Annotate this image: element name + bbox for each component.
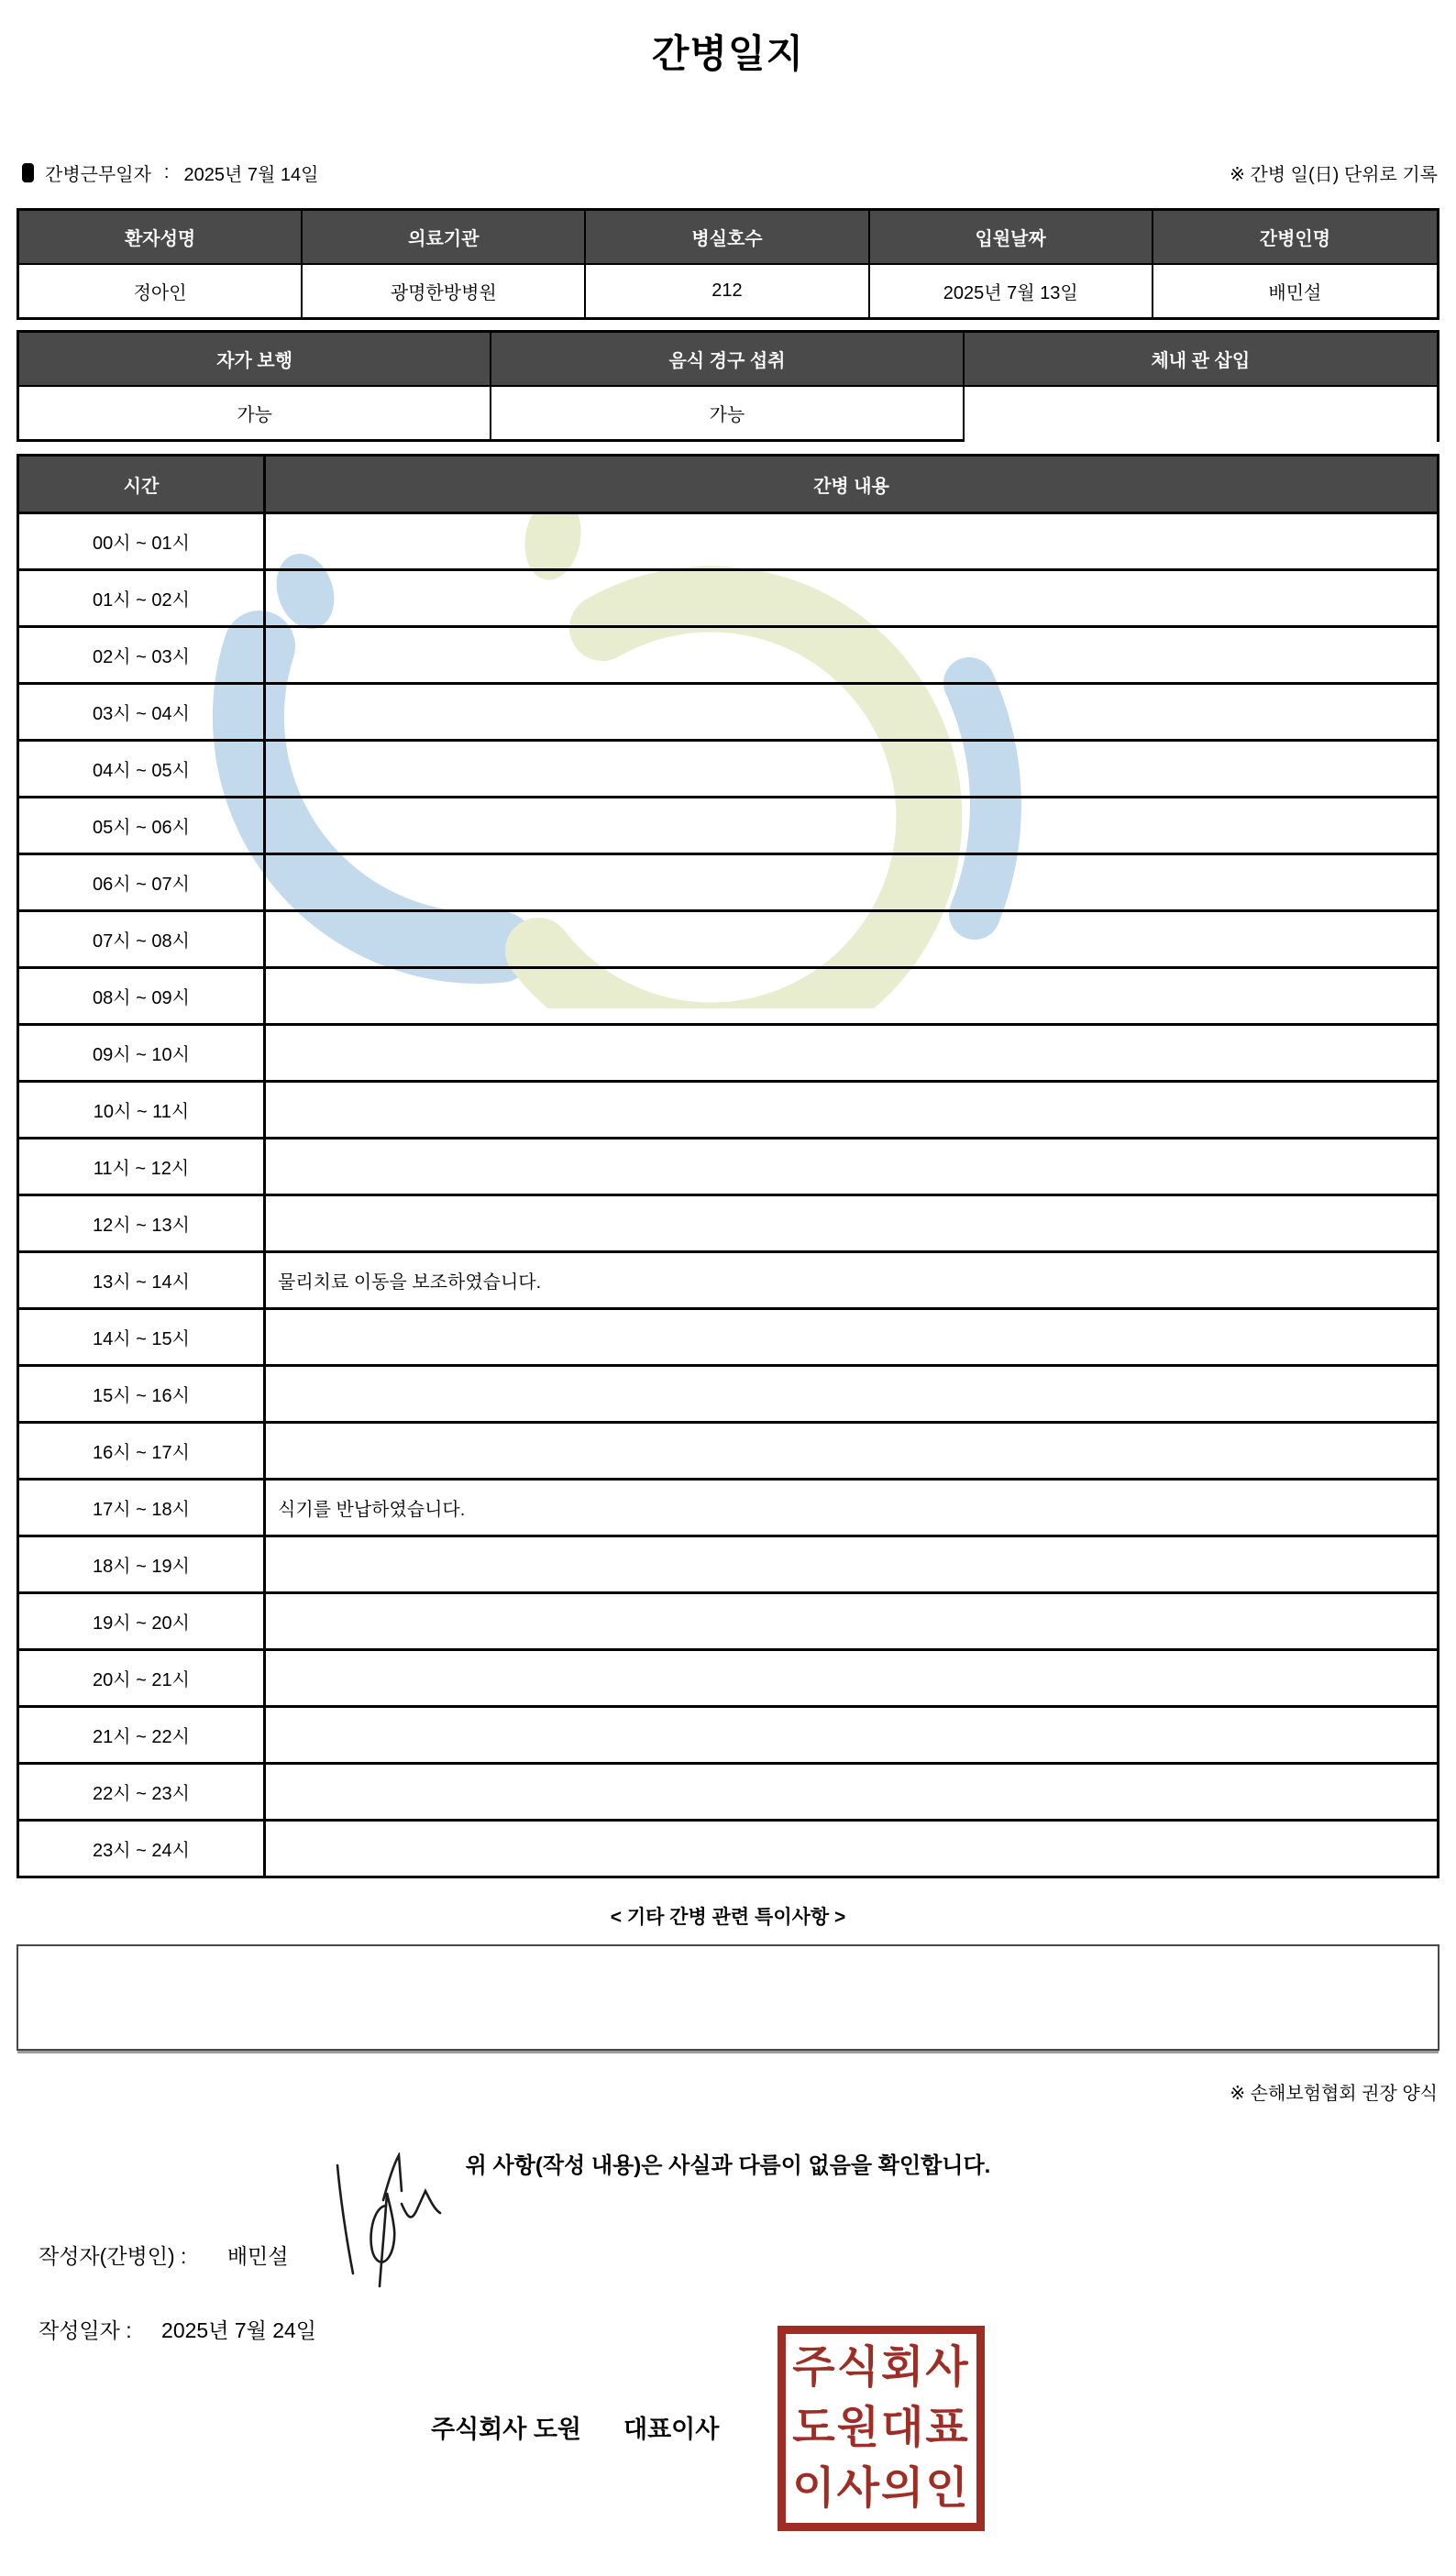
page-title: 간병일지 [651,32,805,75]
writer-label: 작성자(간병인) : [39,2244,187,2268]
care-content [266,1822,1437,1876]
header-admission-date: 입원날짜 [870,211,1153,263]
header-care-content: 간병 내용 [266,457,1437,512]
record-unit-note: ※ 간병 일(日) 단위로 기록 [1230,165,1438,185]
signature [328,2152,466,2290]
care-time: 08시 ~ 09시 [19,969,266,1023]
care-row [19,909,1437,966]
condition-header-row [19,333,1437,385]
header-patient-name: 환자성명 [19,211,303,263]
care-content [266,1310,1437,1364]
care-row [19,1648,1437,1705]
care-row [19,682,1437,739]
header-self-walking: 자가 보행 [19,333,491,385]
work-date-line [22,160,318,186]
work-date-label: 간병근무일자 [45,165,151,185]
care-row [19,1080,1437,1137]
care-content [266,1026,1437,1080]
care-time: 14시 ~ 15시 [19,1310,266,1364]
care-row [19,1307,1437,1364]
care-row [19,1705,1437,1762]
header-caregiver-name: 간병인명 [1153,211,1437,263]
care-content [266,969,1437,1023]
special-notes-box [17,1944,1439,2051]
value-room-number: 212 [586,263,869,317]
patient-header-row [19,211,1437,263]
care-content [266,912,1437,966]
care-content [266,1765,1437,1819]
value-admission-date: 2025년 7월 13일 [870,263,1153,317]
care-time: 12시 ~ 13시 [19,1196,266,1250]
care-time: 22시 ~ 23시 [19,1765,266,1819]
care-time: 03시 ~ 04시 [19,685,266,739]
care-content: 물리치료 이동을 보조하였습니다. [278,1272,542,1293]
care-row [19,1137,1437,1194]
work-date-separator: : [163,162,170,182]
care-content [266,1651,1437,1705]
care-row [19,1194,1437,1250]
care-time: 11시 ~ 12시 [19,1139,266,1194]
care-log-table [17,454,1439,1878]
value-oral-intake: 가능 [491,385,964,442]
care-row [19,1762,1437,1819]
writer-line [39,2240,1456,2270]
care-row [19,1591,1437,1648]
care-content [266,571,1437,625]
care-time: 15시 ~ 16시 [19,1367,266,1421]
patient-value-row [19,263,1437,317]
company-name: 주식회사 도원 [431,2416,581,2443]
meta-row [22,160,1438,186]
care-content [266,1594,1437,1648]
writer-name: 배민설 [226,2244,289,2268]
condition-table [17,330,1439,442]
care-content [266,742,1437,796]
care-content [266,1196,1437,1250]
care-row [19,1250,1437,1307]
care-row [19,1819,1437,1876]
care-row [19,512,1437,568]
written-date-value: 2025년 7월 24일 [161,2318,317,2342]
care-time: 10시 ~ 11시 [19,1083,266,1137]
value-self-walking: 가능 [19,385,491,442]
care-content [266,798,1437,853]
care-time: 01시 ~ 02시 [19,571,266,625]
seal-text-line: 도원대표 [792,2404,970,2452]
care-time: 13시 ~ 14시 [19,1253,266,1307]
care-time: 04시 ~ 05시 [19,742,266,796]
care-time: 18시 ~ 19시 [19,1537,266,1591]
header-time: 시간 [19,457,266,512]
care-content [266,1537,1437,1591]
header-tube-insertion: 체내 관 삽입 [965,333,1437,385]
care-row [19,853,1437,909]
value-tube-insertion [965,385,1437,439]
care-row [19,1421,1437,1478]
written-date-line [39,2314,1456,2344]
care-time: 07시 ~ 08시 [19,912,266,966]
care-time: 17시 ~ 18시 [19,1481,266,1535]
value-caregiver-name: 배민설 [1153,263,1437,317]
care-row [19,1364,1437,1421]
care-row [19,966,1437,1023]
care-row [19,1535,1437,1591]
care-time: 09시 ~ 10시 [19,1026,266,1080]
seal-text-line: 주식회사 [792,2343,970,2392]
care-row [19,625,1437,682]
care-row [19,568,1437,625]
care-content [266,1083,1437,1137]
care-time: 06시 ~ 07시 [19,855,266,909]
care-content [266,1367,1437,1421]
condition-value-row [19,385,1437,442]
care-time: 02시 ~ 03시 [19,628,266,682]
care-row [19,739,1437,796]
care-content: 식기를 반납하였습니다. [278,1500,466,1520]
written-date-label: 작성일자 : [39,2318,132,2342]
care-time: 05시 ~ 06시 [19,798,266,853]
value-patient-name: 정아인 [19,263,303,317]
care-content [266,628,1437,682]
care-row [19,796,1437,853]
corporate-seal [778,2326,985,2531]
value-medical-institution: 광명한방병원 [303,263,586,317]
care-content [266,1424,1437,1478]
care-content [266,514,1437,568]
patient-info-table [17,208,1439,320]
header-room-number: 병실호수 [586,211,869,263]
care-time: 23시 ~ 24시 [19,1822,266,1876]
company-line [431,2409,719,2445]
care-time: 00시 ~ 01시 [19,514,266,568]
care-content [266,1708,1437,1762]
care-row [19,1023,1437,1080]
header-oral-intake: 음식 경구 섭취 [491,333,964,385]
work-date-value: 2025년 7월 14일 [183,165,319,185]
header-medical-institution: 의료기관 [303,211,586,263]
confirmation-statement: 위 사항(작성 내용)은 사실과 다름이 없음을 확인합니다. [465,2153,991,2178]
seal-text-line: 이사의인 [792,2464,970,2513]
special-notes-heading: < 기타 간병 관련 특이사항 > [610,1907,846,1928]
company-title: 대표이사 [623,2416,720,2443]
care-content [266,855,1437,909]
care-time: 20시 ~ 21시 [19,1651,266,1705]
care-row [19,1478,1437,1535]
care-time: 21시 ~ 22시 [19,1708,266,1762]
care-header-row [19,457,1437,512]
care-time: 16시 ~ 17시 [19,1424,266,1478]
care-content [266,1139,1437,1194]
recommended-form-note: ※ 손해보험협회 권장 양식 [1230,2084,1438,2104]
care-content [266,685,1437,739]
care-time: 19시 ~ 20시 [19,1594,266,1648]
square-bullet-icon [22,163,34,182]
